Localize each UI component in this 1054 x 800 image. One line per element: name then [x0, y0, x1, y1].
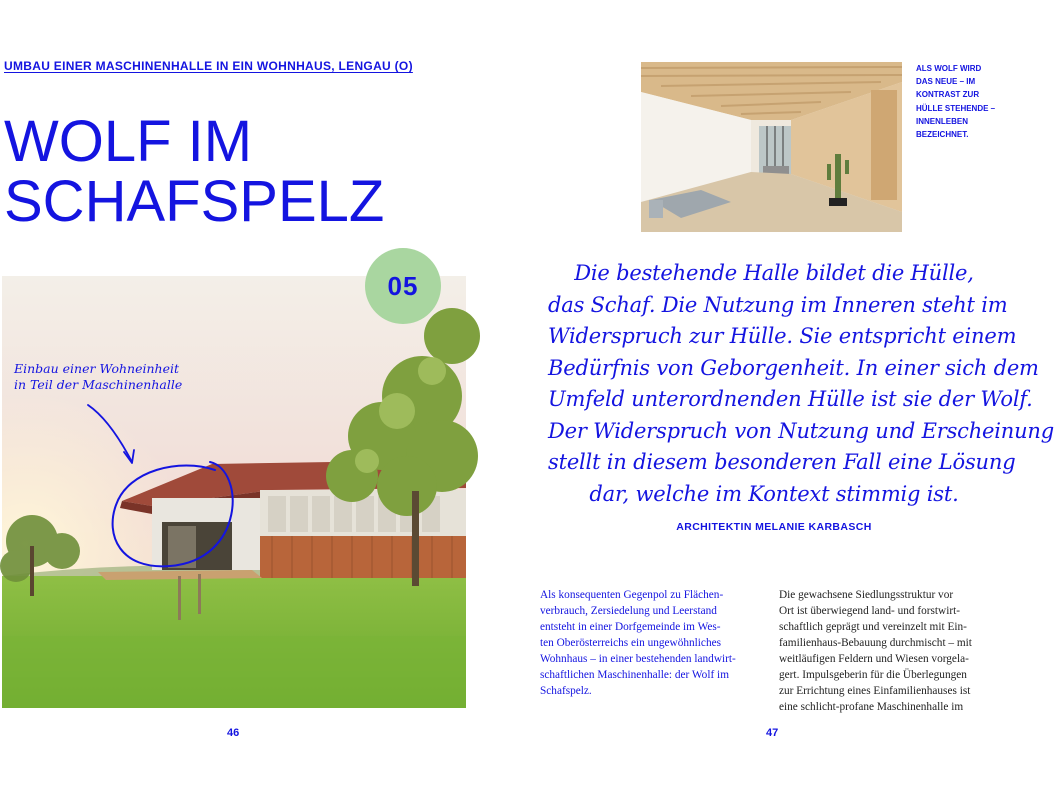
caption-line: DAS NEUE – IM [916, 77, 976, 87]
intro-column [540, 587, 755, 699]
body-line: Die gewachsene Siedlungsstruktur vor [779, 589, 954, 601]
quote-line: stellt in diesem besonderen Fall eine Lösung [548, 450, 1016, 474]
intro-line: schaftlichen Maschinenhalle: der Wolf im [540, 669, 729, 681]
quote-line: Widerspruch zur Hülle. Sie entspricht einem [548, 324, 1017, 348]
body-line: weitläufigen Feldern und Wiesen vorgela- [779, 653, 969, 665]
article-kicker: UMBAU EINER MASCHINENHALLE IN EIN WOHNHAUS, LENGAU (O) [4, 59, 413, 73]
photo-caption [916, 62, 998, 141]
caption-line: ALS WOLF WIRD [916, 64, 982, 73]
interior-photo [641, 62, 902, 232]
pull-quote [548, 258, 1054, 510]
photo-annotation [14, 361, 184, 393]
quote-attribution: ARCHITEKTIN MELANIE KARBASCH [676, 521, 872, 533]
intro-line: verbrauch, Zersiedelung und Leerstand [540, 605, 717, 617]
page-number-right: 47 [766, 727, 779, 739]
hero-photo-barn [2, 276, 466, 708]
intro-line: entsteht in einer Dorfgemeinde im Wes- [540, 621, 721, 633]
quote-line: dar, welche im Kontext stimmig ist. [589, 481, 959, 506]
annotation-line: Einbau einer Wohneinheit [14, 361, 179, 376]
body-line: familienhaus-Bebauung durchmischt – mit [779, 637, 972, 649]
intro-line: Wohnhaus – in einer bestehenden landwirt- [540, 653, 736, 665]
quote-line: Bedürfnis von Geborgenheit. In einer sich dem [548, 355, 1039, 380]
body-column [779, 587, 994, 715]
caption-line: KONTRAST ZUR [916, 90, 980, 100]
headline-line: WOLF IM [4, 109, 253, 174]
quote-line: Die bestehende Halle bildet die Hülle, [574, 261, 974, 285]
intro-line: ten Oberösterreichs ein ungewöhnliches [540, 637, 722, 649]
annotation-line: in Teil der Maschinenhalle [14, 377, 183, 392]
body-line: schaftlich geprägt und vereinzelt mit Ein- [779, 621, 967, 633]
body-line: gert. Impulsgeberin für die Überlegungen [779, 669, 967, 681]
chapter-number-badge: 05 [365, 248, 441, 324]
quote-line: Der Widerspruch von Nutzung und Erscheinung [548, 418, 1054, 443]
intro-line: Schafspelz. [540, 685, 592, 697]
page-number-left: 46 [227, 727, 240, 739]
article-headline [4, 109, 464, 234]
body-line: eine schlicht-profane Maschinenhalle im [779, 701, 964, 713]
headline-line: SCHAFSPELZ [4, 169, 385, 234]
quote-line: das Schaf. Die Nutzung im Inneren steht im [548, 292, 1008, 317]
body-line: zur Errichtung eines Einfamilienhauses ist [779, 685, 971, 697]
body-line: Ort ist überwiegend land- und forstwirt- [779, 605, 961, 617]
intro-line: Als konsequenten Gegenpol zu Flächen- [540, 589, 724, 601]
caption-line: HÜLLE STEHENDE – [916, 103, 996, 113]
quote-line: Umfeld unterordnenden Hülle ist sie der Wolf. [548, 387, 1033, 411]
caption-line: BEZEICHNET. [916, 130, 969, 140]
caption-line: INNENLEBEN [916, 116, 969, 126]
